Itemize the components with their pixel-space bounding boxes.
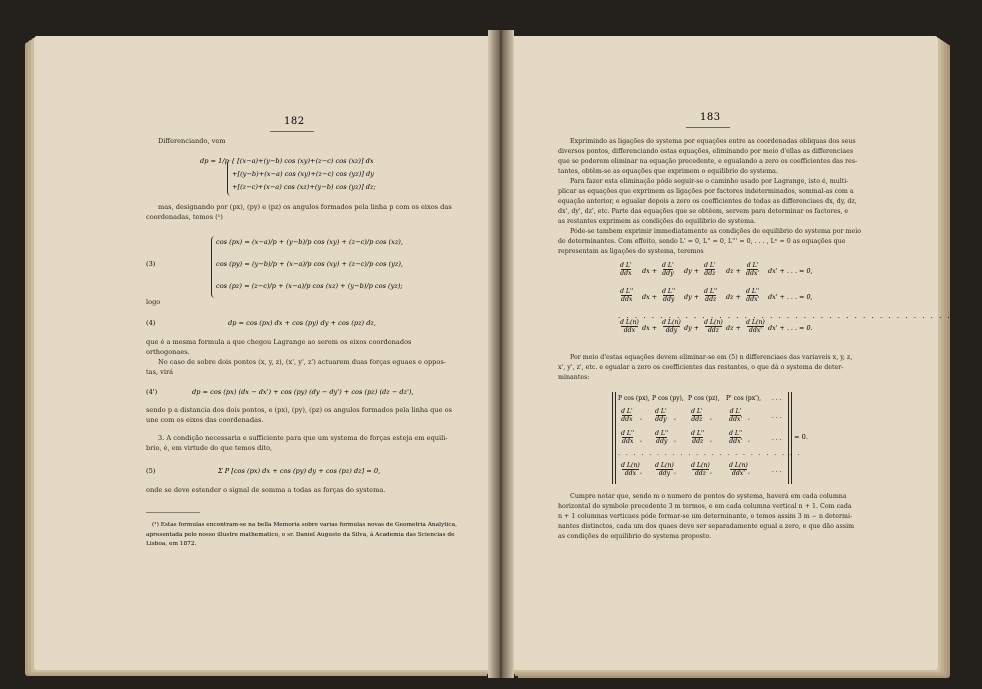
right-page-number-rule xyxy=(686,127,730,128)
text-line: plicar as equações que exprimem as ligações por factores indeterminados, sommal-as com a xyxy=(558,188,854,195)
equation-term: dx + xyxy=(642,293,658,301)
determinant-comma: , xyxy=(674,414,676,421)
text-line: tantes, obtêm-se as equações que exprimem o equilibrio do systema. xyxy=(558,168,778,175)
determinant-header-cell: P' cos (px'), xyxy=(726,395,762,402)
determinant-comma: , xyxy=(674,468,676,475)
text-line: orthogonaes. xyxy=(146,348,190,356)
fraction: d L(n) ddx' xyxy=(729,462,748,477)
text-line: coordenadas, temos (¹) xyxy=(146,213,223,221)
equation-label: (4') xyxy=(146,388,158,396)
book-gutter xyxy=(488,30,514,678)
equation: dp = cos (px) dx + cos (py) dy + cos (pz) dz, xyxy=(228,319,376,327)
equation: dp = 1/p { [(x−a)+(y−b) cos (xy)+(z−c) cos (xz)] dx xyxy=(200,157,374,165)
equation-brace-3 xyxy=(211,236,218,298)
text-line: equação anterior, e egualar depois a zero os coefficientes de todas as differenciaes dx, dy, dz, xyxy=(558,198,857,205)
fraction: d L(n) ddz xyxy=(691,462,710,477)
fraction: d L'' ddx xyxy=(620,288,634,303)
determinant-ellipsis: . . . xyxy=(772,435,782,442)
text-line: sendo p a distancia dos dois pontos, e (px), (py), (pz) os angulos formados pela linha que os xyxy=(146,406,452,414)
text-line: logo xyxy=(146,298,161,306)
fraction: d L(n) ddy xyxy=(655,462,674,477)
text-line: minantes: xyxy=(558,374,590,381)
determinant-bar xyxy=(612,392,613,484)
left-page-number-rule xyxy=(270,131,314,132)
fraction: d L' ddx xyxy=(621,408,633,423)
determinant-dots: . . . . . . . . . . . . . . . . . . . . . . . . xyxy=(618,450,802,457)
text-line: Differenciando, vem xyxy=(158,137,226,145)
left-page xyxy=(34,36,496,670)
equation: Σ P [cos (px) dx + cos (py) dy + cos (pz) dz] = 0, xyxy=(218,467,381,475)
determinant-comma: , xyxy=(748,436,750,443)
text-line: n + 1 columnas verticaes póde formar-se um determinante, e temos assim 3 m − n determi- xyxy=(558,513,853,520)
fraction: d L'' ddy xyxy=(662,288,676,303)
equation-term: dx' + . . . = 0. xyxy=(768,324,813,332)
equation-term: dx' + . . . = 0, xyxy=(768,293,813,301)
text-line: tas, virá xyxy=(146,368,174,376)
right-page-number: 183 xyxy=(700,112,721,123)
equation-term: dx + xyxy=(642,324,658,332)
text-line: nantes distinctos, cada um dos quaes deve ser separadamente egual a zero, e que dão assim xyxy=(558,523,855,530)
footnote-line: (¹) Estas formulas encontram-se na bella Memoria sobre varias formulas novas de Geometria Analytica, xyxy=(152,522,457,528)
equation-term: dx' + . . . = 0, xyxy=(768,267,813,275)
text-line: onde se deve estender o signal de somma a todas as forças do systema. xyxy=(146,486,386,494)
determinant-equals: = 0. xyxy=(794,433,808,441)
equation-brace-1 xyxy=(227,160,234,196)
equation: cos (py) = (y−b)/p + (x−a)/p cos (xy) + (z−c)/p cos (yz), xyxy=(216,260,403,268)
equation-label: (5) xyxy=(146,467,156,475)
footnote-line: apresentada pelo nosso illustre mathematico, o sr. Daniel Augusto da Silva, á Academia das Sciencias de xyxy=(146,531,455,538)
text-line: 3. A condição necessaria e sufficiente para que um systema de forças esteja em equili- xyxy=(158,434,448,442)
equation-term: dy + xyxy=(684,293,700,301)
fraction: d L' ddz xyxy=(704,262,716,277)
equation: cos (px) = (x−a)/p + (y−b)/p cos (xy) + (z−c)/p cos (xz), xyxy=(216,238,403,246)
fraction: d L'' ddz xyxy=(704,288,718,303)
footnote-rule xyxy=(146,512,200,513)
text-line: Póde-se tambem exprimir immediatamente as condições de equilibrio do systema por meio xyxy=(570,228,862,235)
text-line: dx', dy', dz', etc. Parte das equações que se obtêem, servem para determinar os factores, e xyxy=(558,208,849,215)
text-line: Exprimindo as ligações do systema por equações entre as coordenadas obliquas dos seus xyxy=(570,138,856,145)
equation-term: dz + xyxy=(726,267,741,275)
fraction: d L(n) ddy xyxy=(662,319,681,334)
text-line: brio, é, em virtude do que temos dito, xyxy=(146,444,273,452)
fraction: d L' ddx' xyxy=(729,408,743,423)
left-page-number: 182 xyxy=(284,116,305,127)
footnote-line: Lisboa, em 1872. xyxy=(146,541,197,547)
determinant-header-cell: P cos (py), xyxy=(652,395,684,402)
text-line: as restantes exprimem as condições do equilibrio do systema. xyxy=(558,218,756,225)
text-line: que é a mesma formula a que chegou Lagrange ao serem os eixos coordenados xyxy=(146,338,412,346)
text-line: mas, designando por (px), (py) e (pz) os angulos formados pela linha p com os eixos das xyxy=(158,203,452,211)
determinant-comma: , xyxy=(710,436,712,443)
determinant-comma: , xyxy=(640,414,642,421)
text-line: horizontal do symbolo precedente 3 m termos, e em cada columna vertical n + 1. Com cada xyxy=(558,503,852,510)
determinant-comma: , xyxy=(710,414,712,421)
text-line: No caso de sobre dois pontos (x, y, z), (x', y', z') actuarem duas forças eguaes e oppos- xyxy=(158,358,446,366)
text-line: Cumpre notar que, sendo m o numero de pontos do systema, haverá em cada columna xyxy=(570,493,847,500)
fraction: d L'' ddx xyxy=(621,430,635,445)
ligation-equations-dots: . . . . . . . . . . . . . . . . . . . . . . . . . . . . . . . . . . . . . . . . . . xyxy=(618,312,969,320)
fraction: d L'' ddy xyxy=(655,430,669,445)
determinant-ellipsis: . . . xyxy=(772,467,782,474)
text-line: Para fazer esta eliminação póde seguir-se o caminho usado por Lagrange, isto é, multi- xyxy=(570,178,849,185)
text-line: que se poderem eliminar na equação precedente, e egualando a zero os coefficientes das res- xyxy=(558,158,858,165)
fraction: d L'' ddx' xyxy=(746,288,760,303)
equation: +[(y−b)+(x−a) cos (xy)+(z−c) cos (yz)] dy xyxy=(232,170,374,178)
fraction: d L(n) ddx' xyxy=(746,319,765,334)
text-line: diversos pontos, differenciando estas equações, eliminando por meio d'ellas as differenciaes xyxy=(558,148,854,155)
text-line: de determinantes. Com effeito, sendo L' = 0, L'' = 0, L''' = 0, . . . , Lⁿ = 0 as equações que xyxy=(558,238,846,245)
equation-term: dz + xyxy=(726,324,741,332)
text-line: une com os eixos das coordenadas. xyxy=(146,416,264,424)
determinant-comma: , xyxy=(674,436,676,443)
equation-term: dx + xyxy=(642,267,658,275)
determinant-bar xyxy=(615,392,616,484)
equation-label: (3) xyxy=(146,260,156,268)
determinant-ellipsis: . . . xyxy=(772,413,782,420)
determinant-comma: , xyxy=(640,436,642,443)
equation-term: dy + xyxy=(684,324,700,332)
equation-label: (4) xyxy=(146,319,156,327)
fraction: d L'' ddx' xyxy=(729,430,743,445)
fraction: d L'' ddz xyxy=(691,430,705,445)
equation: dp = cos (px) (dx − dx') + cos (py) (dy − dy') + cos (pz) (dz − dz'), xyxy=(192,388,414,396)
fraction: d L(n) ddx xyxy=(620,319,639,334)
equation: cos (pz) = (z−c)/p + (x−a)/p cos (xz) + (y−b)/p cos (yz); xyxy=(216,282,403,290)
equation-term: dy + xyxy=(684,267,700,275)
fraction: d L(n) ddx xyxy=(621,462,640,477)
determinant-bar xyxy=(788,392,789,484)
fraction: d L' ddy xyxy=(662,262,674,277)
determinant-bar xyxy=(791,392,792,484)
fraction: d L' ddz xyxy=(691,408,703,423)
fraction: d L' ddx' xyxy=(746,262,760,277)
text-line: x', y', z', etc. e egualar a zero os coefficientes das restantes, o que dá o systema de deter- xyxy=(558,364,844,371)
determinant-header-cell: . . . xyxy=(772,395,782,402)
text-line: representam as ligações do systema, teremos xyxy=(558,248,704,255)
determinant-comma: , xyxy=(748,468,750,475)
determinant-header-cell: P cos (px), xyxy=(618,395,650,402)
determinant-comma: , xyxy=(710,468,712,475)
fraction: d L' ddx xyxy=(620,262,632,277)
equation-term: dz + xyxy=(726,293,741,301)
fraction: d L(n) ddz xyxy=(704,319,723,334)
determinant-header-cell: P cos (pz), xyxy=(688,395,720,402)
determinant-comma: , xyxy=(640,468,642,475)
determinant-comma: , xyxy=(748,414,750,421)
fraction: d L' ddy xyxy=(655,408,667,423)
equation: +[(z−c)+(x−a) cos (xz)+(y−b) cos (yz)] dz; xyxy=(232,183,376,191)
text-line: Por meio d'estas equações devem eliminar-se em (5) n differenciaes das variaveis x, y, z, xyxy=(570,354,853,361)
text-line: as condições de equilibrio do systema proposto. xyxy=(558,533,712,540)
